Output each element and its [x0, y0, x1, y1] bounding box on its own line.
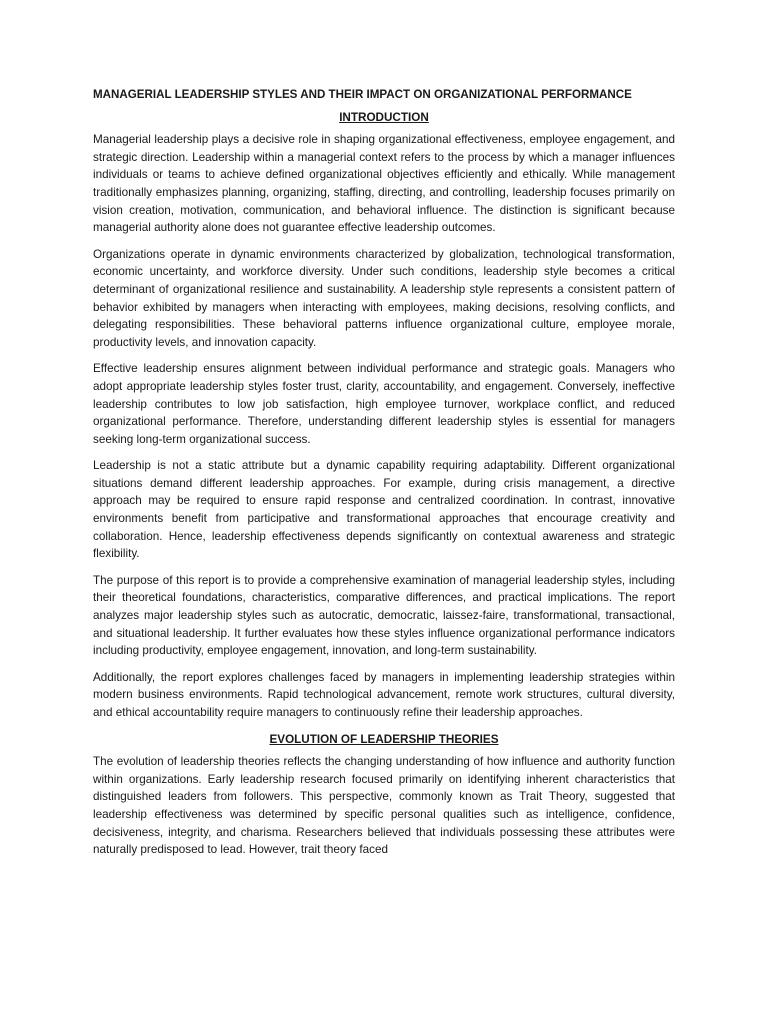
- paragraph: Effective leadership ensures alignment between individual performance and strategic goals. Managers who adopt appropriate leadership styles foster trust, clarity, accountability, and engagement. Conversely, ineffective leadership contributes to low job satisfaction, high employee turnover, workplace conflict, and reduced organizational performance. Therefore, understanding different leadership styles is essential for managers seeking long-term organizational success.: [93, 362, 675, 446]
- section-heading-introduction: INTRODUCTION: [339, 110, 429, 124]
- paragraph: The purpose of this report is to provide a comprehensive examination of managerial leadership styles, including their theoretical foundations, characteristics, comparative differences, and practical implications. The report analyzes major leadership styles such as autocratic, democratic, laissez-faire, transformational, transactional, and situational leadership. It further evaluates how these styles influence organizational performance indicators including productivity, employee engagement, innovation, and long-term sustainability.: [93, 573, 675, 658]
- section-heading-evolution: EVOLUTION OF LEADERSHIP THEORIES: [269, 732, 499, 746]
- document-page: [93, 86, 675, 859]
- paragraph: Additionally, the report explores challenges faced by managers in implementing leadership strategies within modern business environments. Rapid technological advancement, remote work structures, cultural diversity, and ethical accountability require managers to continuously refine their leadership approaches.: [93, 670, 675, 719]
- paragraph: Managerial leadership plays a decisive role in shaping organizational effectiveness, employee engagement, and strategic direction. Leadership within a managerial context refers to the process by which a manager influences individuals or teams to achieve defined organizational objectives efficiently and ethically. While management traditionally emphasizes planning, organizing, staffing, directing, and controlling, leadership focuses primarily on vision creation, motivation, communication, and behavioral influence. The distinction is significant because managerial authority alone does not guarantee effective leadership outcomes.: [93, 133, 675, 235]
- paragraph: Leadership is not a static attribute but a dynamic capability requiring adaptability. Different organizational situations demand different leadership approaches. For example, during crisis management, a directive approach may be required to ensure rapid response and centralized coordination. In contrast, innovative environments benefit from participative and transformational approaches that encourage creativity and collaboration. Hence, leadership effectiveness depends significantly on contextual awareness and strategic flexibility.: [93, 459, 675, 561]
- document-title: MANAGERIAL LEADERSHIP STYLES AND THEIR IMPACT ON ORGANIZATIONAL PERFORMANCE: [93, 88, 632, 101]
- paragraph: The evolution of leadership theories reflects the changing understanding of how influence and authority function within organizations. Early leadership research focused primarily on identifying inherent characteristics that distinguished leaders from followers. This perspective, commonly known as Trait Theory, suggested that leadership effectiveness was determined by specific personal qualities such as intelligence, confidence, decisiveness, integrity, and charisma. Researchers believed that individuals possessing these attributes were naturally predisposed to lead. However, trait theory faced: [93, 755, 675, 857]
- paragraph: Organizations operate in dynamic environments characterized by globalization, technological transformation, economic uncertainty, and workforce diversity. Under such conditions, leadership style becomes a critical determinant of organizational resilience and sustainability. A leadership style represents a consistent pattern of behavior exhibited by managers when interacting with employees, making decisions, resolving conflicts, and delegating responsibilities. These behavioral patterns influence organizational culture, employee morale, productivity levels, and innovation capacity.: [93, 247, 675, 349]
